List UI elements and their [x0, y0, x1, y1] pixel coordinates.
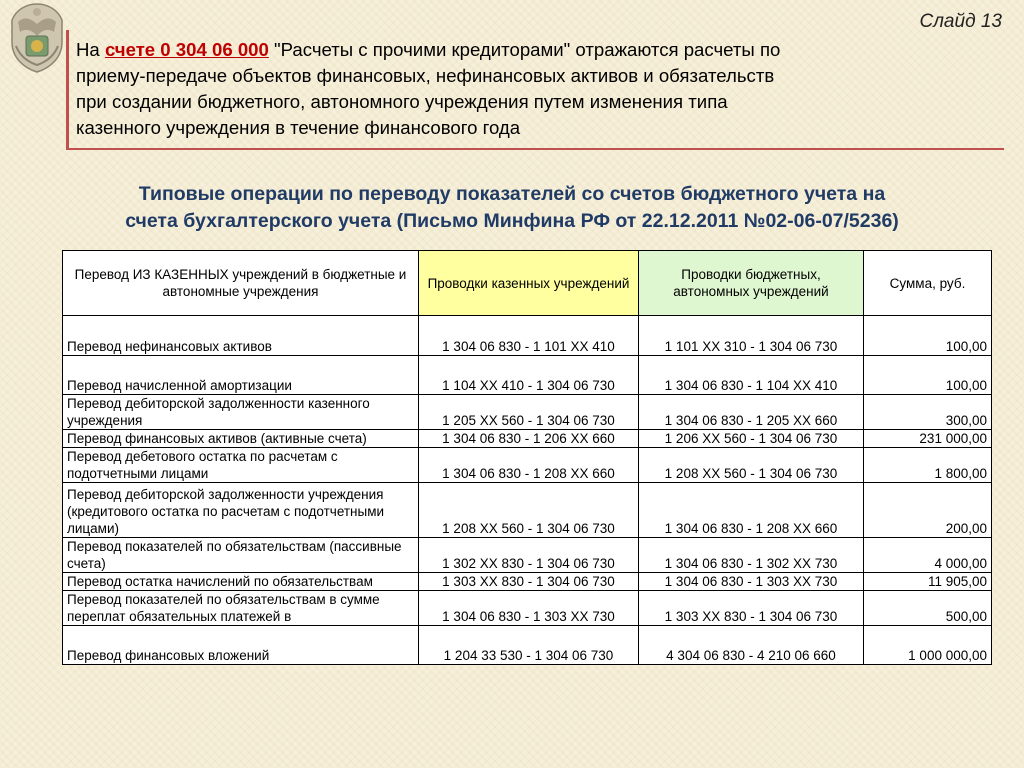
cell-amount: 100,00: [864, 356, 992, 395]
table-row: [63, 538, 992, 573]
table-row: [63, 483, 992, 538]
intro-line2: приему-передаче объектов финансовых, нефинансовых активов и обязательств: [76, 65, 775, 86]
header-operation: Перевод ИЗ КАЗЕННЫХ учреждений в бюджетные и автономные учреждения: [63, 251, 419, 316]
cell-operation: Перевод показателей по обязательствам (пассивные счета): [63, 538, 419, 573]
table-row: [63, 395, 992, 430]
table-row: [63, 626, 992, 665]
cell-treasury-entry: 1 303 ХХ 830 - 1 304 06 730: [419, 573, 639, 591]
cell-amount: 500,00: [864, 591, 992, 626]
accent-vertical-line: [66, 30, 69, 150]
cell-operation: Перевод нефинансовых активов: [63, 316, 419, 356]
cell-operation: Перевод начисленной амортизации: [63, 356, 419, 395]
cell-operation: Перевод дебиторской задолженности учреждения (кредитового остатка по расчетам с подотчетными лицами): [63, 483, 419, 538]
cell-treasury-entry: 1 104 ХХ 410 - 1 304 06 730: [419, 356, 639, 395]
cell-treasury-entry: 1 304 06 830 - 1 206 ХХ 660: [419, 430, 639, 448]
table-row: [63, 316, 992, 356]
cell-amount: 11 905,00: [864, 573, 992, 591]
cell-operation: Перевод дебетового остатка по расчетам с подотчетными лицами: [63, 448, 419, 483]
section-title-line1: Типовые операции по переводу показателей со счетов бюджетного учета на: [138, 183, 886, 205]
cell-amount: 1 800,00: [864, 448, 992, 483]
table-row: [63, 430, 992, 448]
intro-prefix: На: [76, 39, 105, 60]
intro-line4: казенного учреждения в течение финансового года: [76, 117, 521, 138]
slide-number: Слайд 13: [919, 11, 1002, 32]
cell-operation: Перевод остатка начислений по обязательствам: [63, 573, 419, 591]
table-row: [63, 448, 992, 483]
cell-treasury-entry: 1 304 06 830 - 1 303 ХХ 730: [419, 591, 639, 626]
cell-budget-entry: 1 304 06 830 - 1 205 ХХ 660: [639, 395, 864, 430]
table-row: [63, 573, 992, 591]
intro-paragraph: [76, 37, 976, 141]
cell-amount: 4 000,00: [864, 538, 992, 573]
cell-budget-entry: 1 101 ХХ 310 - 1 304 06 730: [639, 316, 864, 356]
cell-amount: 300,00: [864, 395, 992, 430]
cell-operation: Перевод финансовых активов (активные счета): [63, 430, 419, 448]
cell-budget-entry: 1 208 ХХ 560 - 1 304 06 730: [639, 448, 864, 483]
cell-budget-entry: 1 206 ХХ 560 - 1 304 06 730: [639, 430, 864, 448]
header-amount: Сумма, руб.: [864, 251, 992, 316]
coat-of-arms-icon: [4, 2, 70, 74]
section-title: [40, 181, 984, 235]
cell-budget-entry: 1 303 ХХ 830 - 1 304 06 730: [639, 591, 864, 626]
intro-line3: при создании бюджетного, автономного учреждения путем изменения типа: [76, 91, 728, 112]
cell-amount: 100,00: [864, 316, 992, 356]
cell-treasury-entry: 1 205 ХХ 560 - 1 304 06 730: [419, 395, 639, 430]
cell-amount: 1 000 000,00: [864, 626, 992, 665]
account-number: счете 0 304 06 000: [104, 39, 269, 60]
cell-treasury-entry: 1 302 ХХ 830 - 1 304 06 730: [419, 538, 639, 573]
cell-treasury-entry: 1 204 33 530 - 1 304 06 730: [419, 626, 639, 665]
cell-operation: Перевод дебиторской задолженности казенного учреждения: [63, 395, 419, 430]
cell-budget-entry: 1 304 06 830 - 1 302 ХХ 730: [639, 538, 864, 573]
section-title-line2: счета бухгалтерского учета (Письмо Минфина РФ от 22.12.2011 №02-06-07/5236): [125, 210, 899, 232]
cell-budget-entry: 1 304 06 830 - 1 303 ХХ 730: [639, 573, 864, 591]
operations-table: [62, 250, 992, 665]
table-header-row: [63, 251, 992, 316]
cell-operation: Перевод финансовых вложений: [63, 626, 419, 665]
table-row: [63, 356, 992, 395]
cell-amount: 200,00: [864, 483, 992, 538]
cell-budget-entry: 1 304 06 830 - 1 104 ХХ 410: [639, 356, 864, 395]
cell-operation: Перевод показателей по обязательствам в сумме переплат обязательных платежей в: [63, 591, 419, 626]
cell-amount: 231 000,00: [864, 430, 992, 448]
cell-budget-entry: 4 304 06 830 - 4 210 06 660: [639, 626, 864, 665]
cell-budget-entry: 1 304 06 830 - 1 208 ХХ 660: [639, 483, 864, 538]
cell-treasury-entry: 1 208 ХХ 560 - 1 304 06 730: [419, 483, 639, 538]
cell-treasury-entry: 1 304 06 830 - 1 101 ХХ 410: [419, 316, 639, 356]
intro-line1-rest: "Расчеты с прочими кредиторами" отражаются расчеты по: [268, 39, 781, 60]
cell-treasury-entry: 1 304 06 830 - 1 208 ХХ 660: [419, 448, 639, 483]
header-treasury-entries: Проводки казенных учреждений: [419, 251, 639, 316]
operations-table-container: [62, 250, 991, 665]
table-row: [63, 591, 992, 626]
accent-horizontal-line: [66, 148, 1004, 150]
header-budget-entries: Проводки бюджетных, автономных учреждений: [639, 251, 864, 316]
